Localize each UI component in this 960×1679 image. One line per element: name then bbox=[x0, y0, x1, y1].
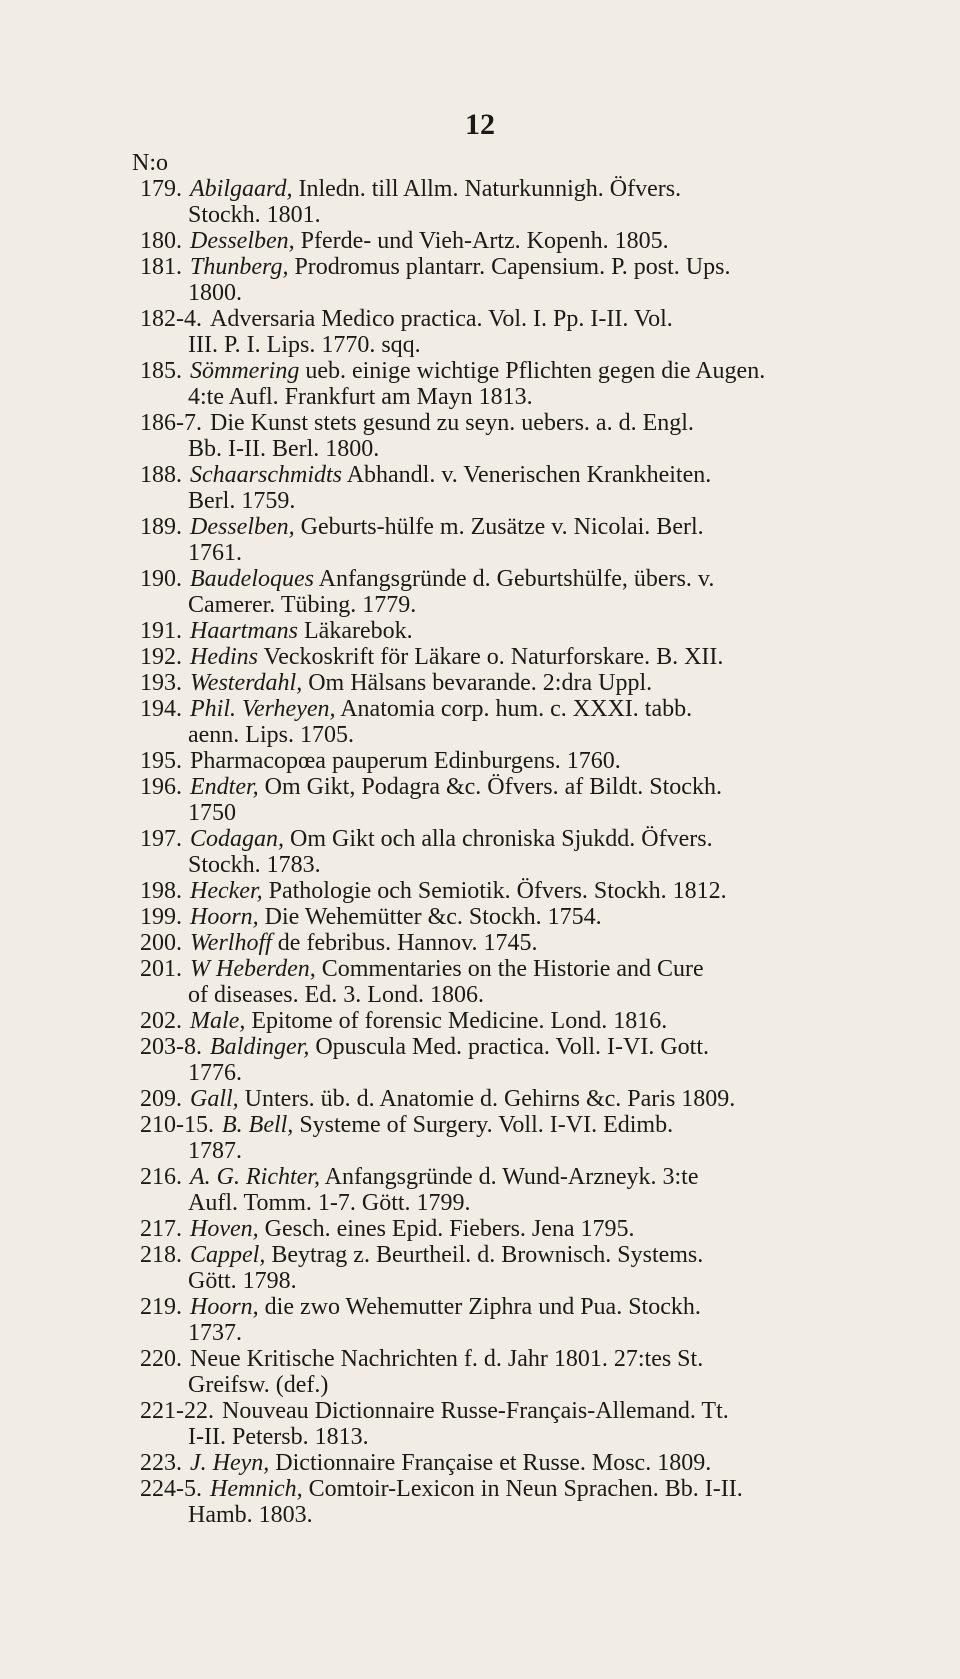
entry-title: Gesch. eines Epid. Fiebers. Jena 1795. bbox=[264, 1216, 635, 1242]
entry-number: 197. bbox=[140, 826, 182, 852]
entry-title: Neue Kritische Nachrichten f. d. Jahr 1801. 27:tes St. bbox=[190, 1346, 704, 1372]
entry-author: Phil. Verheyen, bbox=[190, 696, 336, 722]
entry-title: die zwo Wehemutter Ziphra und Pua. Stockh. bbox=[264, 1294, 701, 1320]
entry-title: Systeme of Surgery. Voll. I-VI. Edimb. bbox=[299, 1112, 674, 1138]
entry-title: Om Gikt och alla chroniska Sjukdd. Öfvers. bbox=[290, 826, 713, 852]
entry-number: 209. bbox=[140, 1086, 182, 1112]
entry-number: 203-8. bbox=[140, 1034, 202, 1060]
catalog-entry bbox=[140, 1216, 910, 1242]
entry-main-line bbox=[140, 826, 910, 852]
entry-main-line bbox=[140, 1242, 910, 1268]
entry-main-line bbox=[140, 306, 910, 332]
catalog-entry bbox=[140, 514, 910, 566]
catalog-entry bbox=[140, 254, 910, 306]
entry-author: Hoorn, bbox=[190, 904, 259, 930]
entry-number: 185. bbox=[140, 358, 182, 384]
entry-number: 216. bbox=[140, 1164, 182, 1190]
catalog-entry bbox=[140, 228, 910, 254]
entry-author: Hedins bbox=[190, 644, 258, 670]
catalog-entry bbox=[140, 358, 910, 410]
entry-continuation: III. P. I. Lips. 1770. sqq. bbox=[188, 332, 421, 358]
entry-main-line bbox=[140, 774, 910, 800]
catalog-entry bbox=[140, 1294, 910, 1346]
entry-title: Commentaries on the Historie and Cure bbox=[321, 956, 704, 982]
entry-title: Pathologie och Semiotik. Öfvers. Stockh. 1812. bbox=[268, 878, 727, 904]
entry-main-line bbox=[140, 1450, 910, 1476]
entry-author: Werlhoff bbox=[190, 930, 272, 956]
entry-title: Abhandl. v. Venerischen Krankheiten. bbox=[346, 462, 712, 488]
catalog-entry bbox=[140, 618, 910, 644]
catalog-entry bbox=[140, 930, 910, 956]
entry-continuation: Camerer. Tübing. 1779. bbox=[188, 592, 417, 618]
entry-main-line bbox=[140, 462, 910, 488]
catalog-entry bbox=[140, 904, 910, 930]
entry-author: Codagan, bbox=[190, 826, 285, 852]
catalog-entry bbox=[140, 1242, 910, 1294]
entry-author: Desselben, bbox=[190, 514, 295, 540]
catalog-entry bbox=[140, 1034, 910, 1086]
entry-main-line bbox=[140, 1294, 910, 1320]
entry-author: Hemnich, bbox=[210, 1476, 303, 1502]
entry-main-line bbox=[140, 696, 910, 722]
entry-main-line bbox=[140, 1086, 910, 1112]
entry-title: Beytrag z. Beurtheil. d. Brownisch. Systems. bbox=[271, 1242, 704, 1268]
entry-author: J. Heyn, bbox=[190, 1450, 270, 1476]
entry-main-line bbox=[140, 514, 910, 540]
entry-main-line bbox=[140, 930, 910, 956]
catalog-entries bbox=[140, 176, 910, 1528]
entry-continuation: of diseases. Ed. 3. Lond. 1806. bbox=[188, 982, 484, 1008]
entry-author: Endter, bbox=[190, 774, 259, 800]
catalog-entry bbox=[140, 826, 910, 878]
entry-continuation: Aufl. Tomm. 1-7. Gött. 1799. bbox=[188, 1190, 471, 1216]
entry-number: 193. bbox=[140, 670, 182, 696]
entry-continuation: 1800. bbox=[188, 280, 242, 306]
entry-number: 186-7. bbox=[140, 410, 202, 436]
entry-number: 195. bbox=[140, 748, 182, 774]
entry-main-line bbox=[140, 878, 910, 904]
entry-number: 221-22. bbox=[140, 1398, 214, 1424]
entry-number: 180. bbox=[140, 228, 182, 254]
entry-continuation: Hamb. 1803. bbox=[188, 1502, 313, 1528]
entry-title: Die Kunst stets gesund zu seyn. uebers. a. d. Engl. bbox=[210, 410, 694, 436]
entry-title: Pharmacopœa pauperum Edinburgens. 1760. bbox=[190, 748, 621, 774]
entry-title: Inledn. till Allm. Naturkunnigh. Öfvers. bbox=[298, 176, 682, 202]
catalog-entry bbox=[140, 1450, 910, 1476]
entry-author: Hoven, bbox=[190, 1216, 259, 1242]
entry-title: Om Gikt, Podagra &c. Öfvers. af Bildt. Stockh. bbox=[264, 774, 722, 800]
entry-main-line bbox=[140, 176, 910, 202]
entry-title: Die Wehemütter &c. Stockh. 1754. bbox=[264, 904, 602, 930]
catalog-entry bbox=[140, 1346, 910, 1398]
entry-main-line bbox=[140, 358, 910, 384]
entry-number: 210-15. bbox=[140, 1112, 214, 1138]
entry-main-line bbox=[140, 1034, 910, 1060]
entry-title: Epitome of forensic Medicine. Lond. 1816. bbox=[251, 1008, 668, 1034]
entry-author: Hoorn, bbox=[190, 1294, 259, 1320]
entry-title: Nouveau Dictionnaire Russe-Français-Allemand. Tt. bbox=[222, 1398, 729, 1424]
entry-number: 190. bbox=[140, 566, 182, 592]
entry-number: 202. bbox=[140, 1008, 182, 1034]
catalog-entry bbox=[140, 1164, 910, 1216]
catalog-entry bbox=[140, 462, 910, 514]
entry-main-line bbox=[140, 904, 910, 930]
catalog-entry bbox=[140, 956, 910, 1008]
entry-continuation: Gött. 1798. bbox=[188, 1268, 297, 1294]
catalog-entry bbox=[140, 306, 910, 358]
entry-continuation: 1737. bbox=[188, 1320, 242, 1346]
entry-main-line bbox=[140, 644, 910, 670]
entry-author: Westerdahl, bbox=[190, 670, 303, 696]
catalog-entry bbox=[140, 670, 910, 696]
page-number: 12 bbox=[465, 108, 495, 141]
entry-title: Dictionnaire Française et Russe. Mosc. 1809. bbox=[275, 1450, 712, 1476]
entry-author: Gall, bbox=[190, 1086, 239, 1112]
entry-continuation: aenn. Lips. 1705. bbox=[188, 722, 354, 748]
entry-number: 182-4. bbox=[140, 306, 202, 332]
entry-title: Anatomia corp. hum. c. XXXI. tabb. bbox=[340, 696, 693, 722]
entry-continuation: Bb. I-II. Berl. 1800. bbox=[188, 436, 380, 462]
entry-continuation: 1761. bbox=[188, 540, 242, 566]
column-label: N:o bbox=[132, 150, 168, 176]
entry-number: 192. bbox=[140, 644, 182, 670]
entry-main-line bbox=[140, 1346, 910, 1372]
catalog-entry bbox=[140, 748, 910, 774]
entry-title: ueb. einige wichtige Pflichten gegen die Augen. bbox=[305, 358, 766, 384]
entry-title: Pferde- und Vieh-Artz. Kopenh. 1805. bbox=[300, 228, 669, 254]
entry-author: Male, bbox=[190, 1008, 246, 1034]
entry-number: 188. bbox=[140, 462, 182, 488]
entry-main-line bbox=[140, 1008, 910, 1034]
entry-title: Läkarebok. bbox=[304, 618, 413, 644]
entry-continuation: Stockh. 1801. bbox=[188, 202, 321, 228]
entry-continuation: Greifsw. (def.) bbox=[188, 1372, 329, 1398]
catalog-entry bbox=[140, 1086, 910, 1112]
catalog-entry bbox=[140, 1008, 910, 1034]
catalog-entry bbox=[140, 410, 910, 462]
entry-author: Sömmering bbox=[190, 358, 300, 384]
entry-continuation: 1750 bbox=[188, 800, 236, 826]
entry-title: Geburts-hülfe m. Zusätze v. Nicolai. Berl. bbox=[300, 514, 704, 540]
entry-continuation: 1787. bbox=[188, 1138, 242, 1164]
entry-main-line bbox=[140, 1164, 910, 1190]
entry-number: 223. bbox=[140, 1450, 182, 1476]
catalog-entry bbox=[140, 696, 910, 748]
entry-number: 181. bbox=[140, 254, 182, 280]
entry-continuation: Stockh. 1783. bbox=[188, 852, 321, 878]
entry-number: 220. bbox=[140, 1346, 182, 1372]
entry-main-line bbox=[140, 956, 910, 982]
entry-author: Baudeloques bbox=[190, 566, 314, 592]
entry-title: Adversaria Medico practica. Vol. I. Pp. I-II. Vol. bbox=[210, 306, 673, 332]
catalog-entry bbox=[140, 644, 910, 670]
entry-title: Om Hälsans bevarande. 2:dra Uppl. bbox=[308, 670, 653, 696]
entry-author: Desselben, bbox=[190, 228, 295, 254]
entry-continuation: 1776. bbox=[188, 1060, 242, 1086]
entry-main-line bbox=[140, 254, 910, 280]
entry-main-line bbox=[140, 670, 910, 696]
entry-title: de febribus. Hannov. 1745. bbox=[277, 930, 538, 956]
entry-author: Haartmans bbox=[190, 618, 299, 644]
entry-main-line bbox=[140, 566, 910, 592]
entry-title: Comtoir-Lexicon in Neun Sprachen. Bb. I-II. bbox=[308, 1476, 743, 1502]
entry-number: 200. bbox=[140, 930, 182, 956]
entry-number: 201. bbox=[140, 956, 182, 982]
entry-number: 189. bbox=[140, 514, 182, 540]
entry-number: 194. bbox=[140, 696, 182, 722]
entry-continuation: 4:te Aufl. Frankfurt am Mayn 1813. bbox=[188, 384, 533, 410]
entry-number: 196. bbox=[140, 774, 182, 800]
entry-main-line bbox=[140, 410, 910, 436]
entry-author: Abilgaard, bbox=[190, 176, 293, 202]
catalog-entry bbox=[140, 566, 910, 618]
entry-author: Hecker, bbox=[190, 878, 263, 904]
entry-author: Baldinger, bbox=[210, 1034, 310, 1060]
catalog-entry bbox=[140, 176, 910, 228]
entry-title: Veckoskrift för Läkare o. Naturforskare. B. XII. bbox=[263, 644, 724, 670]
entry-main-line bbox=[140, 228, 910, 254]
entry-author: W Heberden, bbox=[190, 956, 316, 982]
entry-main-line bbox=[140, 748, 910, 774]
entry-continuation: Berl. 1759. bbox=[188, 488, 296, 514]
entry-number: 198. bbox=[140, 878, 182, 904]
entry-author: A. G. Richter, bbox=[190, 1164, 320, 1190]
catalog-entry bbox=[140, 1398, 910, 1450]
entry-title: Unters. üb. d. Anatomie d. Gehirns &c. Paris 1809. bbox=[244, 1086, 736, 1112]
catalog-entry bbox=[140, 1476, 910, 1528]
catalog-entry bbox=[140, 1112, 910, 1164]
entry-main-line bbox=[140, 1476, 910, 1502]
entry-continuation: I-II. Petersb. 1813. bbox=[188, 1424, 369, 1450]
entry-title: Anfangsgründe d. Geburtshülfe, übers. v. bbox=[318, 566, 715, 592]
catalog-entry bbox=[140, 878, 910, 904]
entry-number: 224-5. bbox=[140, 1476, 202, 1502]
entry-author: Thunberg, bbox=[190, 254, 289, 280]
entry-author: B. Bell, bbox=[222, 1112, 294, 1138]
entry-main-line bbox=[140, 618, 910, 644]
entry-title: Prodromus plantarr. Capensium. P. post. Ups. bbox=[294, 254, 731, 280]
entry-number: 179. bbox=[140, 176, 182, 202]
entry-title: Opuscula Med. practica. Voll. I-VI. Gott. bbox=[315, 1034, 710, 1060]
entry-title: Anfangsgründe d. Wund-Arzneyk. 3:te bbox=[324, 1164, 699, 1190]
entry-number: 191. bbox=[140, 618, 182, 644]
entry-main-line bbox=[140, 1216, 910, 1242]
entry-number: 219. bbox=[140, 1294, 182, 1320]
entry-author: Schaarschmidts bbox=[190, 462, 342, 488]
entry-main-line bbox=[140, 1398, 910, 1424]
catalog-entry bbox=[140, 774, 910, 826]
entry-number: 218. bbox=[140, 1242, 182, 1268]
entry-main-line bbox=[140, 1112, 910, 1138]
entry-number: 199. bbox=[140, 904, 182, 930]
entry-number: 217. bbox=[140, 1216, 182, 1242]
entry-author: Cappel, bbox=[190, 1242, 266, 1268]
